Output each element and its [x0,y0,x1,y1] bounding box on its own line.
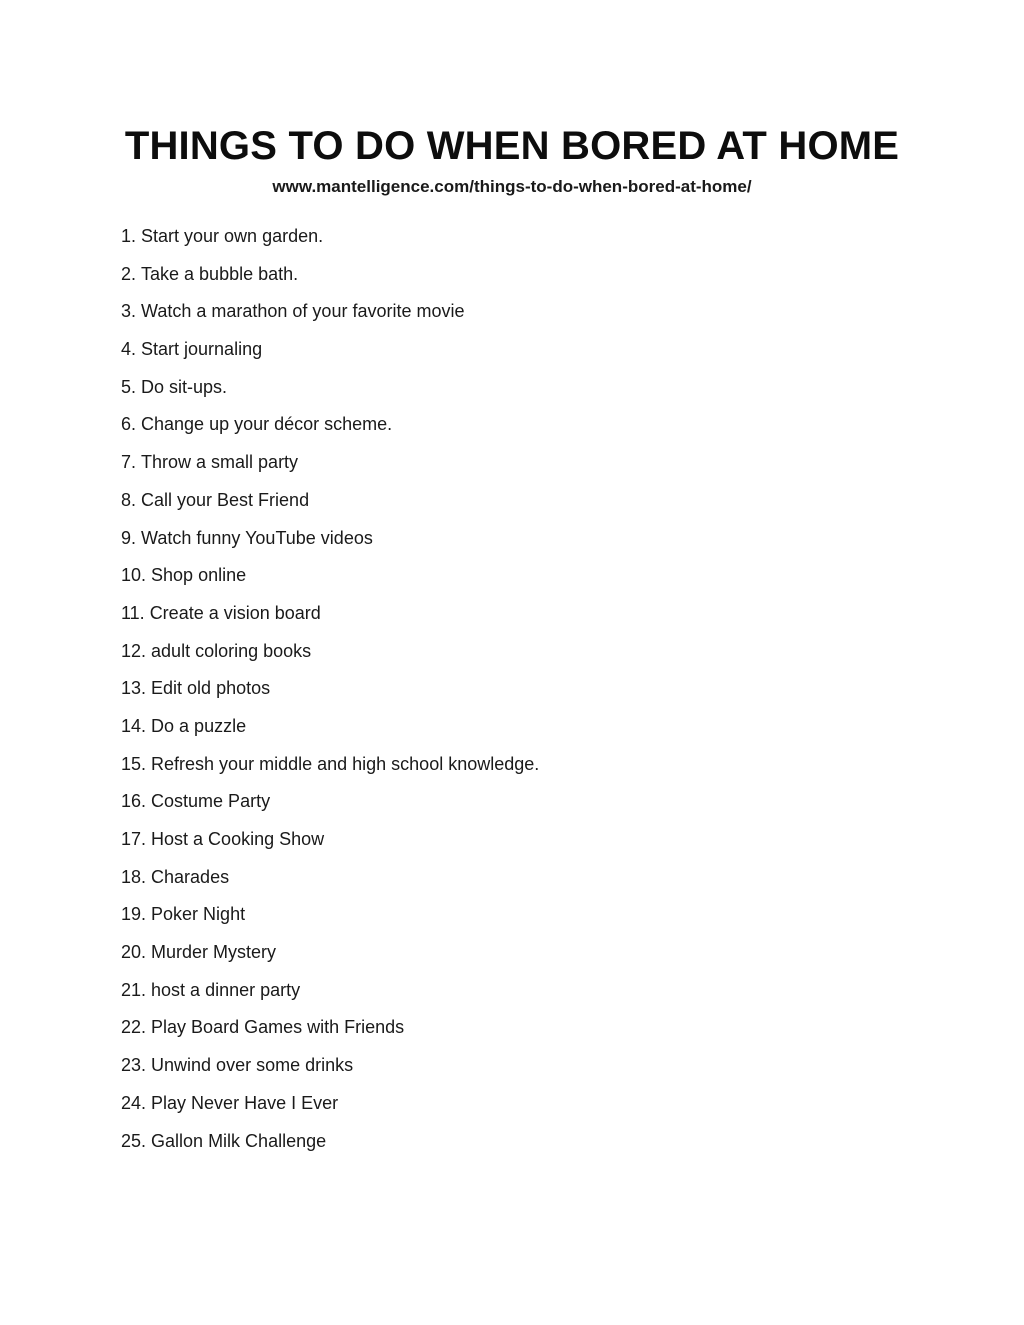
list-item-number: 2. [121,263,137,284]
list-item-text: Start journaling [141,339,263,360]
list-item [121,940,539,978]
list-item-number: 1. [121,226,137,246]
list-item-text: Poker Night [151,904,246,925]
page-title: THINGS TO DO WHEN BORED AT HOME [124,124,900,168]
list-item-text: Gallon Milk Challenge [151,1130,327,1151]
list-item [121,262,539,300]
list-item [121,1129,539,1167]
list-item [121,978,539,1016]
list-item-number: 8. [121,489,137,510]
list-item [121,676,539,714]
list-item-number: 14. [121,715,147,736]
list-item-text: Play Never Have I Ever [151,1092,339,1113]
list-item-number: 23. [121,1055,147,1076]
list-item [121,1091,539,1129]
list-item-number: 21. [121,979,147,1000]
list-item-text: Take a bubble bath. [141,263,299,284]
list-item-text: Do a puzzle [151,715,247,736]
list-item-number: 6. [121,414,137,435]
list-item [121,563,539,601]
list-item-number: 5. [121,376,137,397]
list-item-text: Edit old photos [151,678,271,699]
list-item [121,224,539,262]
list-item-text: Unwind over some drinks [151,1055,354,1076]
list-item-text: Throw a small party [141,452,299,473]
list-item-number: 4. [121,339,137,360]
list-item [121,1053,539,1091]
list-item-number: 18. [121,866,147,887]
list-item [121,412,539,450]
list-item-number: 25. [121,1130,147,1151]
list-item [121,827,539,865]
list-item [121,865,539,903]
list-item [121,639,539,677]
list-item-number: 15. [121,753,147,774]
list-item [121,789,539,827]
list-item-number: 11. [121,602,145,623]
list-item-text: Shop online [151,565,247,586]
list-item-text: Murder Mystery [151,942,277,963]
list-item [121,601,539,639]
list-item-number: 12. [121,640,147,661]
list-item-number: 17. [121,829,147,849]
list-item-text: Start your own garden. [141,226,324,246]
activity-list [121,224,539,1166]
list-item-text: Refresh your middle and high school knowledge. [151,753,540,774]
list-item-number: 13. [121,678,147,699]
list-item-number: 9. [121,527,137,548]
list-item [121,1015,539,1053]
list-item [121,337,539,375]
list-item-text: Call your Best Friend [141,489,310,510]
list-item-text: Create a vision board [149,602,321,623]
list-item-text: Charades [151,866,230,887]
list-item-text: host a dinner party [151,979,301,1000]
list-item-number: 22. [121,1017,147,1038]
list-item-text: Host a Cooking Show [151,829,325,849]
list-item-text: Costume Party [151,791,271,812]
list-item [121,488,539,526]
list-item-number: 3. [121,301,137,322]
list-item-number: 24. [121,1092,147,1113]
list-item-text: Change up your décor scheme. [141,414,393,435]
list-item-number: 7. [121,452,137,473]
list-item-text: Watch a marathon of your favorite movie [141,301,465,322]
list-item-number: 10. [121,565,147,586]
list-item-text: Watch funny YouTube videos [141,527,373,548]
list-item-number: 16. [121,791,147,812]
list-item-number: 19. [121,904,147,925]
list-item [121,299,539,337]
source-url: www.mantelligence.com/things-to-do-when-bored-at-home/ [272,177,752,196]
list-item [121,752,539,790]
list-item [121,450,539,488]
list-item [121,714,539,752]
list-item [121,526,539,564]
list-item-text: adult coloring books [151,640,312,661]
list-item-text: Do sit-ups. [141,376,228,397]
list-item [121,375,539,413]
list-item-text: Play Board Games with Friends [151,1017,405,1038]
list-item-number: 20. [121,942,147,963]
list-item [121,902,539,940]
